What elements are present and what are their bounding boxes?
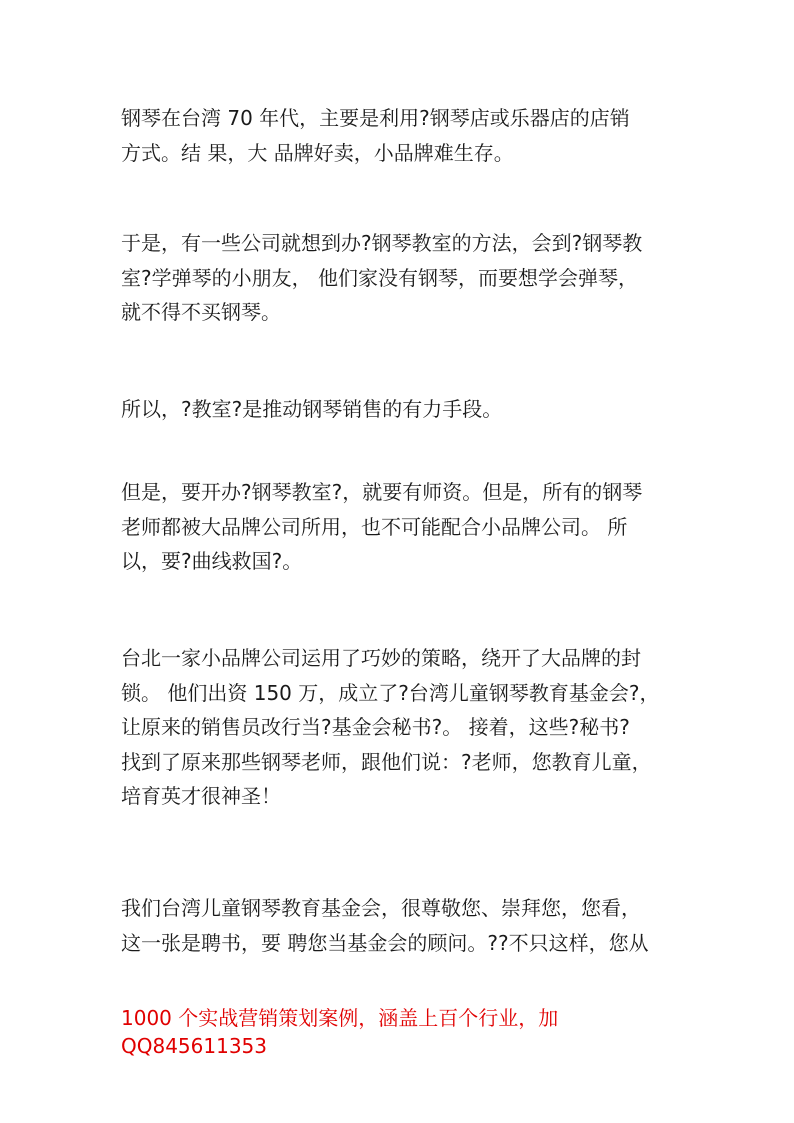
text-line: 于是，有一些公司就想到办?钢琴教室的方法，会到?钢琴教 [121, 231, 643, 255]
paragraph-3 [121, 392, 681, 427]
paragraph-6 [121, 891, 681, 960]
text-line: 钢琴在台湾 70 年代，主要是利用?钢琴店或乐器店的店销 [121, 106, 630, 130]
paragraph-1 [121, 101, 681, 170]
text-line: 就不得不买钢琴。 [121, 300, 281, 324]
promo-text: 1000 个实战营销策划案例，涵盖上百个行业，加 [121, 1006, 559, 1030]
text-line: 台北一家小品牌公司运用了巧妙的策略，绕开了大品牌的封 [121, 646, 641, 670]
text-line: 培育英才很神圣！ [121, 784, 281, 808]
text-line: 让原来的销售员改行当?基金会秘书?。 接着，这些?秘书? [121, 715, 630, 739]
text-line: 室?学弹琴的小朋友， 他们家没有钢琴，而要想学会弹琴， [121, 265, 638, 290]
text-line: 所以，?教室?是推动钢琴销售的有力手段。 [121, 397, 503, 421]
paragraph-4 [121, 475, 681, 579]
promo-qq: QQ845611353 [121, 1034, 268, 1058]
paragraph-2 [121, 226, 681, 330]
text-line: 锁。 他们出资 150 万，成立了?台湾儿童钢琴教育基金会?， [121, 680, 660, 705]
text-line: 方式。结 果，大 品牌好卖，小品牌难生存。 [121, 140, 514, 165]
text-line: 我们台湾儿童钢琴教育基金会，很尊敬您、崇拜您，您看， [121, 896, 641, 920]
promo-footer [121, 1004, 681, 1060]
text-line: 老师都被大品牌公司所用，也不可能配合小品牌公司。 所 [121, 514, 628, 539]
text-line: 以，要?曲线救国?。 [121, 549, 303, 573]
text-line: 找到了原来那些钢琴老师，跟他们说：?老师，您教育儿童， [121, 749, 652, 774]
paragraph-5 [121, 641, 681, 814]
text-line: 这一张是聘书，要 聘您当基金会的顾问。??不只这样，您从 [121, 930, 649, 955]
text-line: 但是，要开办?钢琴教室?，就要有师资。但是，所有的钢琴 [121, 480, 643, 504]
